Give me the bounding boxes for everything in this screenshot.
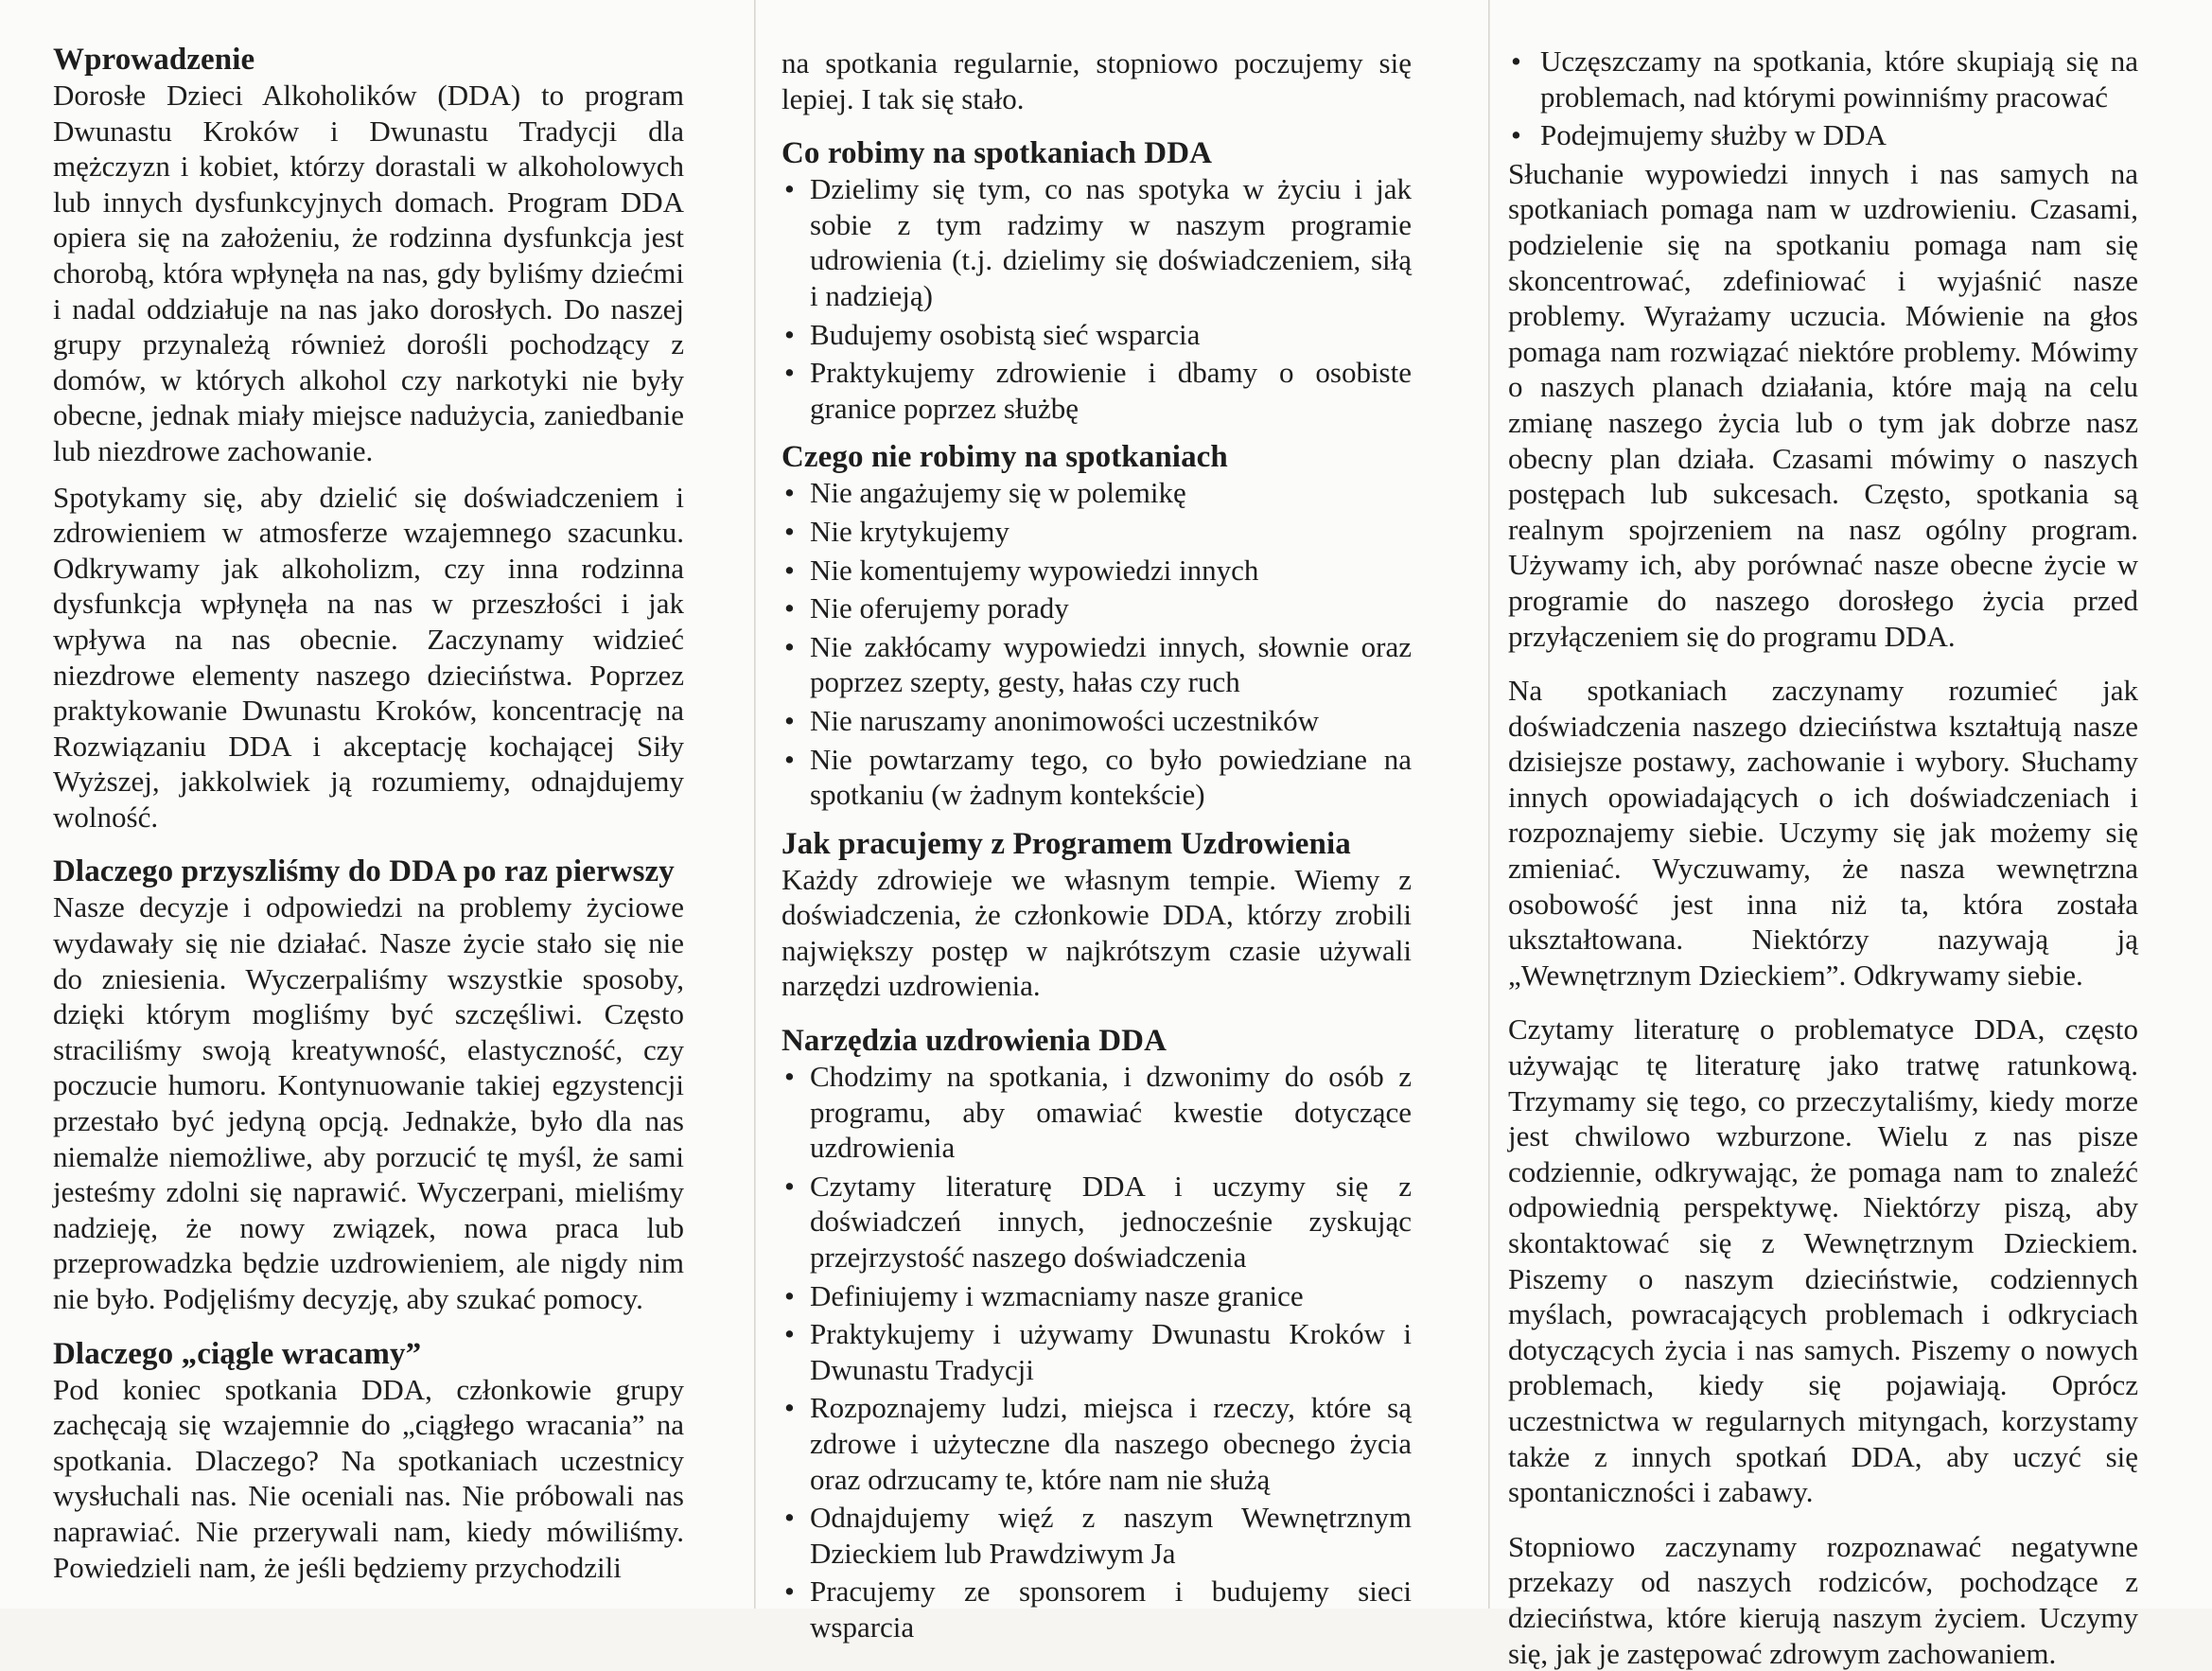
- what-we-dont-heading: Czego nie robimy na spotkaniach: [781, 440, 1228, 475]
- column-1: [53, 42, 684, 1585]
- bullet-icon: •: [784, 703, 795, 737]
- intro-paragraph-1: Dorosłe Dzieci Alkoholików (DDA) to program Dwunastu Kroków i Dwunastu Tradycji dla mężczyzn i kobiet, którzy dorastali w alkoholowych lub innych dysfunkcyjnych domach. Program DDA opiera się na założeniu, że rodzinna dysfunkcja jest chorobą, która wpłynęła na nas, gdy byliśmy dziećmi i nadal oddziałuje na nas jako dorosłych. Do naszej grupy przynależą również dorośli pochodzący z domów, w których alkohol czy narkotyki nie były obecne, jednak miały miejsce nadużycia, zaniedbanie lub niezdrowe zachowanie.: [53, 79, 684, 467]
- bullet-icon: •: [784, 476, 795, 510]
- continued-paragraph: na spotkania regularnie, stopniowo poczujemy się lepiej. I tak się stało.: [781, 46, 1412, 115]
- recovery-tools-heading: Narzędzia uzdrowienia DDA: [781, 1024, 1167, 1059]
- list-item: • Pracujemy ze sponsorem i budujemy sieci wsparcia: [784, 1574, 1412, 1644]
- bullet-icon: •: [1511, 44, 1521, 78]
- fold-line-right: [1488, 0, 1490, 1609]
- bullet-icon: •: [784, 1278, 795, 1312]
- list-item: • Nie powtarzamy tego, co było powiedziane na spotkaniu (w żadnym kontekście): [784, 742, 1412, 812]
- list-item: • Praktykujemy zdrowienie i dbamy o osobiste granice poprzez służbę: [784, 356, 1412, 425]
- bullet-icon: •: [784, 553, 795, 587]
- column-3: [1508, 44, 2138, 1671]
- list-item: • Nie oferujemy porady: [784, 591, 1069, 625]
- list-item: • Nie komentujemy wypowiedzi innych: [784, 553, 1259, 587]
- why-first-paragraph: Nasze decyzje i odpowiedzi na problemy życiowe wydawały się nie działać. Nasze życie stało się nie do zniesienia. Wyczerpaliśmy wszystkie sposoby, dzięki którym mogliśmy być szczęśliwi. Często straciliśmy swoją kreatywność, elastyczność, czy poczucie humoru. Kontynuowanie takiej egzystencji przestało być jedyną opcją. Jednakże, było dla nas niemalże niemożliwe, aby porzucić tę myśl, że sami jesteśmy zdolni się naprawić. Wyczerpani, mieliśmy nadzieję, że nowy związek, nowa praca lub przeprowadzka będzie uzdrowieniem, ale nigdy nim nie było. Podjęliśmy decyzję, aby szukać pomocy.: [53, 890, 684, 1315]
- bullet-icon: •: [784, 1501, 795, 1535]
- bullet-icon: •: [784, 1169, 795, 1203]
- fold-line-left: [754, 0, 756, 1609]
- gradually-paragraph: Stopniowo zaczynamy rozpoznawać negatywne przekazy od naszych rodziców, pochodzące z dzieciństwa, które kierują naszym życiem. Uczymy się, jak je zastępować zdrowym zachowaniem.: [1508, 1529, 2138, 1670]
- column-2: [781, 45, 1412, 1648]
- bullet-icon: •: [784, 629, 795, 663]
- how-we-work-paragraph: Każdy zdrowieje we własnym tempie. Wiemy z doświadczenia, że członkowie DDA, którzy zrobili największy postęp w najkrótszym czasie używali narzędzi uzdrowienia.: [781, 862, 1412, 1003]
- keep-coming-back-paragraph: Pod koniec spotkania DDA, członkowie grupy zachęcają się wzajemnie do „ciągłego wracania” na spotkania. Dlaczego? Na spotkaniach uczestnicy wysłuchali nas. Nie oceniali nas. Nie próbowali nas naprawiać. Nie przerywali nam, kiedy mówiliśmy. Powiedzieli nam, że jeśli będziemy przychodzili: [53, 1372, 684, 1584]
- what-we-dont-list: [781, 475, 1412, 812]
- list-item: • Nie angażujemy się w polemikę: [784, 476, 1186, 510]
- bullet-icon: •: [784, 742, 795, 776]
- listening-paragraph: Słuchanie wypowiedzi innych i nas samych na spotkaniach pomaga nam w uzdrowieniu. Czasami, podzielenie się na spotkaniu pomaga nam się skoncentrować, zdefiniować i wyjaśnić nasze problemy. Wyrażamy uczucia. Mówienie na głos pomaga nam rozwiązać niektóre problemy. Mówimy o naszych planach działania, które mają na celu zmianę naszego życia lub o tym jak dobrze nasz obecny plan działa. Czasami mówimy o naszych postępach lub sukcesach. Często, spotkania są realnym spojrzeniem na nasz ogólny program. Używamy ich, aby porównać nasze obecne życie w programie do naszego dorosłego życia przed przyłączeniem się do programu DDA.: [1508, 156, 2138, 653]
- list-item: • Uczęszczamy na spotkania, które skupiają się na problemach, nad którymi powinniśmy pracować: [1511, 44, 2138, 114]
- list-item: • Podejmujemy służby w DDA: [1511, 118, 1887, 152]
- what-we-do-heading: Co robimy na spotkaniach DDA: [781, 136, 1213, 171]
- intro-heading: Wprowadzenie: [53, 43, 255, 77]
- childhood-paragraph: Na spotkaniach zaczynamy rozumieć jak doświadczenia naszego dzieciństwa kształtują nasze dzisiejsze postawy, zachowanie i wybory. Słuchamy innych opowiadających o ich doświadczeniach i rozpoznajemy siebie. Uczymy się jak możemy się zmieniać. Wyczuwamy, że nasza wewnętrzna osobowość jest inna niż ta, która została ukształtowana. Niektórzy nazywają ją „Wewnętrznym Dzieckiem”. Odkrywamy siebie.: [1508, 674, 2138, 992]
- list-item: • Budujemy osobistą sieć wsparcia: [784, 317, 1201, 351]
- list-item: • Nie naruszamy anonimowości uczestników: [784, 703, 1320, 737]
- bullet-icon: •: [784, 1317, 795, 1351]
- literature-paragraph: Czytamy literaturę o problematyce DDA, często używając tę literaturę jako tratwę ratunkową. Trzymamy się tego, co przeczytaliśmy, kiedy morze jest chwilowo wzburzone. Wielu z nas pisze codziennie, odkrywając, że pomaga nam to znaleźć odpowiednią perspektywę. Niektórzy piszą, aby skontaktować się z Wewnętrznym Dzieckiem. Piszemy o naszym dzieciństwie, codziennych myślach, powracających problemach i odkryciach dotyczących życia i nas samych. Piszemy o nowych problemach, kiedy się pojawiają. Oprócz uczestnictwa w regularnych mityngach, korzystamy także z innych spotkań DDA, aby uczyć się spontaniczności i zabawy.: [1508, 1012, 2138, 1509]
- keep-coming-back-heading: Dlaczego „ciągle wracamy”: [53, 1336, 422, 1371]
- bullet-icon: •: [784, 317, 795, 351]
- recovery-tools-list: [781, 1059, 1412, 1645]
- list-item: • Praktykujemy i używamy Dwunastu Kroków i Dwunastu Tradycji: [784, 1317, 1412, 1386]
- bullet-icon: •: [1511, 118, 1521, 152]
- list-item: • Nie zakłócamy wypowiedzi innych, słownie oraz poprzez szepty, gesty, hałas czy ruch: [784, 629, 1412, 699]
- list-item: • Czytamy literaturę DDA i uczymy się z doświadczeń innych, jednocześnie zyskując przejrzystość naszego doświadczenia: [784, 1169, 1412, 1275]
- list-item: • Rozpoznajemy ludzi, miejsca i rzeczy, które są zdrowe i użyteczne dla naszego obecnego życia oraz odrzucamy te, które nam nie służą: [784, 1391, 1412, 1496]
- bullet-icon: •: [784, 1391, 795, 1425]
- what-we-do-list: [781, 171, 1412, 426]
- list-item: • Dzielimy się tym, co nas spotyka w życiu i jak sobie z tym radzimy w naszym programie udrowienia (t.j. dzielimy się doświadczeniem, siłą i nadzieją): [784, 172, 1412, 312]
- bullet-icon: •: [784, 356, 795, 390]
- bullet-icon: •: [784, 1574, 795, 1609]
- tools-continued-list: [1508, 44, 2138, 153]
- intro-paragraph-2: Spotykamy się, aby dzielić się doświadczeniem i zdrowieniem w atmosferze wzajemnego szacunku. Odkrywamy jak alkoholizm, czy inna rodzinna dysfunkcja wpłynęła na nas w przeszłości i jak wpływa na nas obecnie. Zaczynamy widzieć niezdrowe elementy naszego dzieciństwa. Poprzez praktykowanie Dwunastu Kroków, koncentrację na Rozwiązaniu DDA i akceptację kochającej Siły Wyższej, jakkolwiek ją rozumiemy, odnajdujemy wolność.: [53, 480, 684, 834]
- bullet-icon: •: [784, 514, 795, 548]
- list-item: • Definiujemy i wzmacniamy nasze granice: [784, 1278, 1304, 1312]
- how-we-work-heading: Jak pracujemy z Programem Uzdrowienia: [781, 826, 1351, 861]
- why-first-heading: Dlaczego przyszliśmy do DDA po raz pierwszy: [53, 854, 675, 889]
- list-item: • Nie krytykujemy: [784, 514, 1009, 548]
- list-item: • Odnajdujemy więź z naszym Wewnętrznym Dzieckiem lub Prawdziwym Ja: [784, 1501, 1412, 1570]
- bullet-icon: •: [784, 591, 795, 625]
- bullet-icon: •: [784, 172, 795, 206]
- list-item: • Chodzimy na spotkania, i dzwonimy do osób z programu, aby omawiać kwestie dotyczące uzdrowienia: [784, 1060, 1412, 1165]
- bullet-icon: •: [784, 1060, 795, 1094]
